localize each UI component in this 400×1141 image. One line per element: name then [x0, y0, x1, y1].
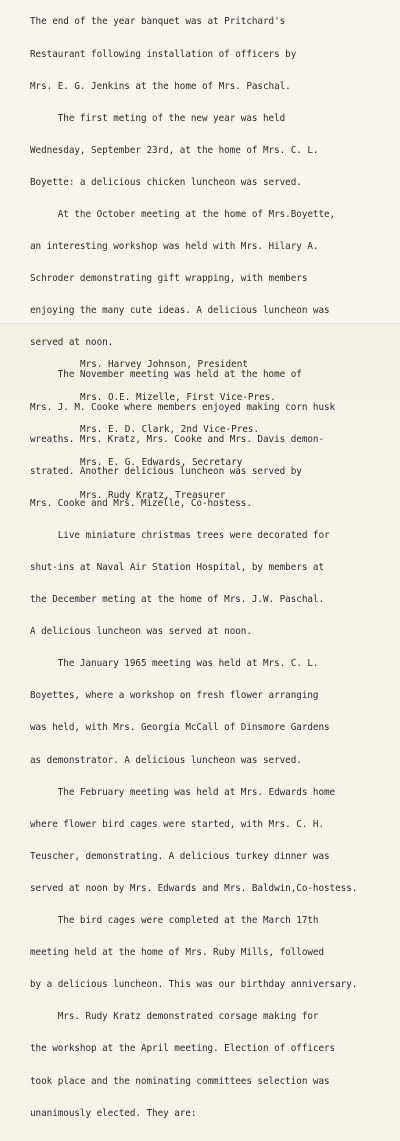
officers-list [80, 338, 276, 523]
text-line: At the October meeting at the home of Mrs.Boyette, [30, 208, 336, 220]
text-line: the workshop at the April meeting. Election of officers [30, 1043, 336, 1055]
text-line: Wednesday, September 23rd, at the home of Mrs. C. L. [30, 144, 319, 156]
officer-line: Mrs. Harvey Johnson, President [80, 358, 248, 370]
text-line: as demonstrator. A delicious luncheon was served. [30, 754, 302, 766]
text-line: Boyettes, where a workshop on fresh flower arranging [30, 690, 319, 702]
officer-line: Mrs. Rudy Kratz, Treasurer [80, 489, 226, 501]
text-line: Mrs. Rudy Kratz demonstrated corsage making for [30, 1011, 319, 1023]
text-line: The November meeting was held at the home of [30, 369, 302, 381]
text-line: unanimously elected. They are: [30, 1107, 197, 1119]
text-line: Mrs. J. M. Cooke where members enjoyed making corn husk [30, 401, 336, 413]
officer-line: Mrs. E. G. Edwards, Secretary [80, 456, 243, 468]
text-line: A delicious luncheon was served at noon. [30, 626, 252, 638]
text-line: Boyette: a delicious chicken luncheon was served. [30, 176, 302, 188]
text-line: strated. Another delicious luncheon was served by [30, 465, 302, 477]
text-line: Teuscher, demonstrating. A delicious turkey dinner was [30, 850, 330, 862]
text-line: meeting held at the home of Mrs. Ruby Mills, followed [30, 947, 325, 959]
text-line: was held, with Mrs. Georgia McCall of Dinsmore Gardens [30, 722, 330, 734]
text-line: the December meting at the home of Mrs. J.W. Paschal. [30, 594, 325, 606]
text-line: The bird cages were completed at the March 17th [30, 915, 319, 927]
text-line: served at noon. [30, 337, 114, 349]
text-line: shut-ins at Naval Air Station Hospital, by members at [30, 562, 325, 573]
text-line: enjoying the many cute ideas. A delicious luncheon was [30, 305, 330, 317]
text-line: where flower bird cages were started, with Mrs. C. H. [30, 818, 325, 830]
text-line: The February meeting was held at Mrs. Edwards home [30, 786, 336, 798]
text-line: Restaurant following installation of officers by [30, 48, 297, 60]
officer-line: Mrs. O.E. Mizelle, First Vice-Pres. [80, 391, 276, 403]
text-line: The first meting of the new year was held [30, 112, 286, 124]
text-line: an interesting workshop was held with Mrs. Hilary A. [30, 241, 319, 253]
text-line: Schroder demonstrating gift wrapping, with members [30, 273, 308, 285]
text-line: by a delicious luncheon. This was our birthday anniversary. [30, 979, 358, 991]
text-line: took place and the nominating committees selection was [30, 1075, 330, 1087]
text-line: Mrs. Cooke and Mrs. Mizelle, Co-hostess. [30, 497, 252, 509]
minutes-text [30, 0, 400, 1141]
text-line: Mrs. E. G. Jenkins at the home of Mrs. Paschal. [30, 80, 291, 92]
text-line: Live miniature christmas trees were decorated for [30, 529, 330, 541]
text-line: served at noon by Mrs. Edwards and Mrs. Baldwin,Co-hostess. [30, 882, 358, 894]
text-line: The January 1965 meeting was held at Mrs. C. L. [30, 658, 319, 670]
officer-line: Mrs. E. D. Clark, 2nd Vice-Pres. [80, 424, 260, 436]
text-line: wreaths. Mrs. Kratz, Mrs. Cooke and Mrs. Davis demon- [30, 433, 325, 445]
text-line: The end of the year banquet was at Pritchard's [30, 16, 286, 28]
